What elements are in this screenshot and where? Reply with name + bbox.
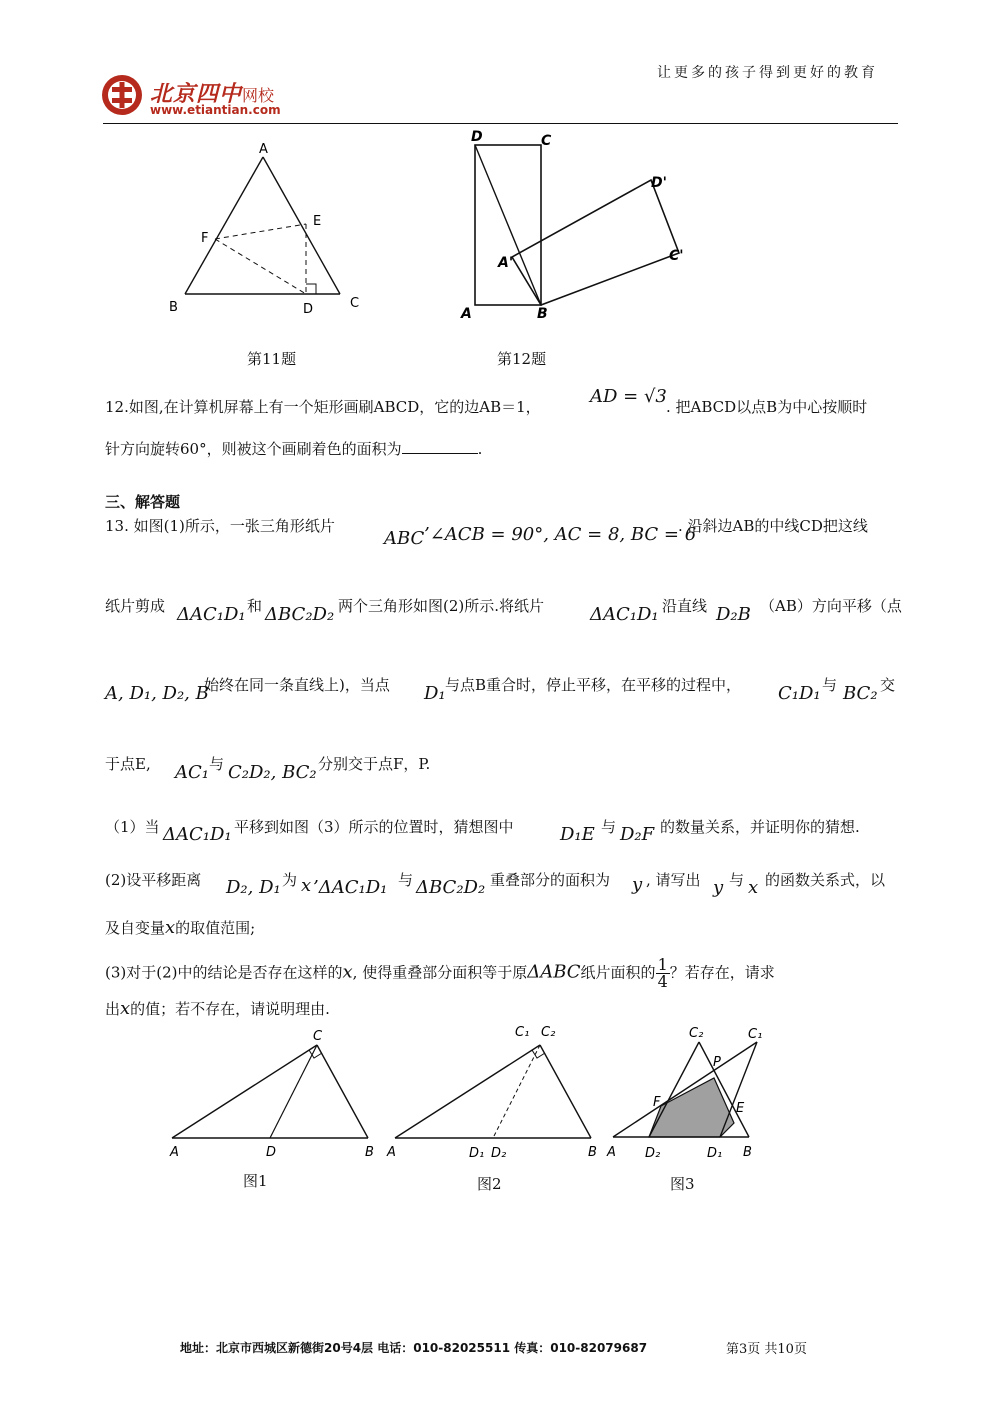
q13-l3-pts: A, D₁, D₂, B — [105, 683, 209, 704]
q13-l2-d: 沿直线 — [662, 597, 708, 615]
q13-l2-e: （AB）方向平移（点 — [760, 597, 902, 615]
q13-l3-d1: D₁ — [424, 683, 446, 704]
figure-11 — [160, 135, 370, 325]
p1-d: 的数量关系，并证明你的猜想. — [660, 818, 860, 836]
label-a: A — [607, 1145, 616, 1160]
label-c-prime: C' — [669, 248, 684, 264]
p1-b: 平移到如图（3）所示的位置时，猜想图中 — [234, 818, 514, 836]
label-a: A — [387, 1145, 396, 1160]
q13-l2-b: 和 — [247, 597, 263, 615]
label-f: F — [201, 231, 209, 246]
label-d1: D₁ — [707, 1146, 723, 1161]
q13-l2-c: 两个三角形如图(2)所示.将纸片 — [338, 597, 545, 615]
q13-l3-b: 与点B重合时，停止平移，在平移的过程中， — [445, 676, 742, 694]
p3-l2-a: 出 — [105, 1000, 121, 1018]
q12-math-ad: AD = √3 — [590, 386, 667, 407]
q13-l1-a: 13. 如图(1)所示，一张三角形纸片 — [105, 517, 335, 535]
fig12-caption: 第12题 — [497, 350, 547, 368]
dashed-cut — [493, 1045, 540, 1138]
p3-l1 — [105, 957, 775, 990]
label-b: B — [365, 1145, 374, 1160]
answer-blank[interactable] — [402, 439, 478, 454]
logo-suffix: 网校 — [242, 86, 275, 105]
p2-x2: x — [748, 877, 759, 898]
school-logo-icon — [100, 73, 144, 117]
edge-bc2 — [540, 1045, 591, 1138]
label-b: B — [169, 300, 178, 315]
q13-l4-pair: C₂D₂, BC₂ — [228, 762, 317, 783]
p1-c: 与 — [601, 818, 617, 836]
p2-f: 与 — [729, 871, 745, 889]
q13-l1-b: . 沿斜边AB的中线CD把这线 — [678, 517, 868, 535]
p2-b: 为 — [282, 871, 298, 889]
p3-abc: ΔABC — [527, 961, 581, 983]
p3-a: (3)对于(2)中的结论是否存在这样的 — [105, 963, 343, 982]
label-a-prime: A' — [498, 255, 514, 271]
q13-l1-abc: ABC — [384, 528, 425, 549]
q12-text-c: 针方向旋转60°，则被这个画刷着色的面积为 — [105, 440, 402, 458]
label-d2: D₂ — [491, 1146, 507, 1161]
frac-numerator: 1 — [657, 955, 668, 974]
figure-12 — [455, 125, 705, 325]
footer-page-number: 第3页 共10页 — [726, 1342, 807, 1357]
fig1-caption: 图1 — [243, 1172, 268, 1190]
q12-line2 — [105, 438, 482, 460]
logo-url: www.etiantian.com — [150, 103, 281, 117]
slogan: 让更多的孩子得到更好的教育 — [657, 65, 878, 81]
q13-l2-t2: ΔBC₂D₂ — [265, 604, 335, 625]
p2-t2: ΔBC₂D₂ — [416, 877, 486, 898]
q13-l4-a: 于点E, — [105, 755, 151, 773]
p2-l2-b: 的取值范围; — [175, 919, 256, 937]
label-d-prime: D' — [651, 175, 667, 191]
q13-l4-ac1: AC₁ — [175, 762, 209, 783]
q13-l3-c: 与 — [822, 676, 838, 694]
q13-l2-t3: ΔAC₁D₁ — [590, 604, 659, 625]
label-b: B — [588, 1145, 597, 1160]
header-divider — [103, 123, 898, 124]
label-f: F — [653, 1095, 661, 1110]
label-c: C — [313, 1029, 323, 1044]
q13-l2-a: 纸片剪成 — [105, 597, 166, 615]
p2-l2-x: x — [165, 917, 176, 938]
fig3-caption: 图3 — [670, 1175, 695, 1193]
p1-m2: D₂F — [620, 824, 655, 845]
label-b: B — [537, 306, 548, 322]
p3-l2-b: 的值；若不存在，请说明理由. — [130, 1000, 330, 1018]
p1-a: （1）当 — [105, 818, 160, 836]
footer-address: 地址：北京市西城区新德街20号4层 电话：010-82025511 传真：010-82079687 — [180, 1341, 648, 1355]
rect-a1bc1d1 — [512, 180, 679, 305]
p2-l2-a: 及自变量 — [105, 919, 166, 937]
edge-ac1 — [395, 1045, 540, 1138]
figure-1 — [160, 1025, 390, 1170]
p2-d: 重叠部分的面积为 — [490, 871, 611, 889]
p3-x: x — [342, 961, 353, 983]
label-d: D — [303, 302, 314, 317]
label-e: E — [736, 1101, 745, 1116]
p2-c: 与 — [398, 871, 414, 889]
label-c: C — [350, 296, 360, 311]
p2-a: (2)设平移距离 — [105, 871, 202, 889]
p2-t1: ’ΔAC₁D₁ — [313, 877, 388, 898]
p2-x: x — [301, 875, 312, 896]
q13-l2-m: D₂B — [716, 604, 751, 625]
q13-l3-d: 交 — [880, 676, 896, 694]
label-c2: C₂ — [541, 1025, 556, 1040]
p2-y: y — [632, 874, 643, 895]
p2-l2 — [105, 917, 255, 939]
label-c: C — [541, 133, 552, 149]
fig11-caption: 第11题 — [247, 350, 297, 368]
edge-ac — [263, 157, 340, 294]
label-d: D — [471, 129, 483, 145]
label-b: B — [743, 1145, 752, 1160]
label-d2: D₂ — [645, 1146, 661, 1161]
q13-l2-t1: ΔAC₁D₁ — [177, 604, 246, 625]
right-angle-mark — [306, 284, 316, 294]
figure-3 — [605, 1020, 785, 1170]
label-c2: C₂ — [689, 1026, 704, 1041]
label-p: P — [713, 1055, 721, 1070]
fig2-caption: 图2 — [477, 1175, 502, 1193]
fraction-one-quarter — [656, 957, 670, 990]
edge-ab — [185, 157, 263, 294]
q13-l1-cond: ’∠ACB = 90°, AC = 8, BC = 6 — [424, 524, 697, 545]
median-cd — [270, 1045, 317, 1138]
figure-2 — [383, 1020, 613, 1170]
p3-c: 纸片面积的 — [580, 963, 656, 982]
logo-title: 北京四中 — [150, 82, 243, 107]
overlap-region — [649, 1078, 734, 1137]
q13-l4-c: 分别交于点F，P. — [318, 755, 431, 773]
label-a: A — [259, 142, 268, 157]
p1-t: ΔAC₁D₁ — [163, 824, 232, 845]
p1-m1: D₁E — [560, 824, 595, 845]
q12-text-b: . 把ABCD以点B为中心按顺时 — [666, 398, 868, 416]
p3-l2-x: x — [120, 998, 131, 1019]
label-d: D — [266, 1145, 277, 1160]
label-c1: C₁ — [515, 1025, 530, 1040]
label-e: E — [313, 214, 322, 229]
q12-text-d: . — [477, 440, 483, 458]
q12-text-a: 12.如图,在计算机屏幕上有一个矩形画刷ABCD，它的边AB＝1， — [105, 398, 541, 416]
p2-y2: y — [713, 877, 724, 898]
label-a: A — [170, 1145, 179, 1160]
section-title: 三、解答题 — [105, 493, 181, 511]
label-a: A — [461, 306, 472, 322]
q13-l3-c1d1: C₁D₁ — [778, 683, 821, 704]
label-d1: D₁ — [469, 1146, 485, 1161]
q13-l3-bc2: BC₂ — [843, 683, 878, 704]
q12-line1 — [105, 396, 541, 418]
edge-ac — [172, 1045, 317, 1138]
p3-b: , 使得重叠部分面积等于原 — [352, 963, 528, 982]
p2-m1: D₂, D₁ — [226, 877, 281, 898]
p3-d: ？若存在，请求 — [669, 963, 775, 982]
dashed-fd — [215, 239, 306, 294]
p2-g: 的函数关系式，以 — [765, 871, 886, 889]
label-c1: C₁ — [748, 1027, 763, 1042]
dashed-fe — [215, 224, 306, 239]
header — [0, 0, 1000, 125]
q13-l4-b: 与 — [209, 755, 225, 773]
p3-l2 — [105, 998, 330, 1020]
p2-e: , 请写出 — [646, 871, 701, 889]
edge-bc — [317, 1045, 368, 1138]
edge-c1d1 — [720, 1042, 757, 1137]
frac-denominator: 4 — [657, 972, 668, 991]
diagonal-db — [475, 145, 541, 305]
q13-l3-a: 始终在同一条直线上)，当点 — [204, 676, 390, 694]
